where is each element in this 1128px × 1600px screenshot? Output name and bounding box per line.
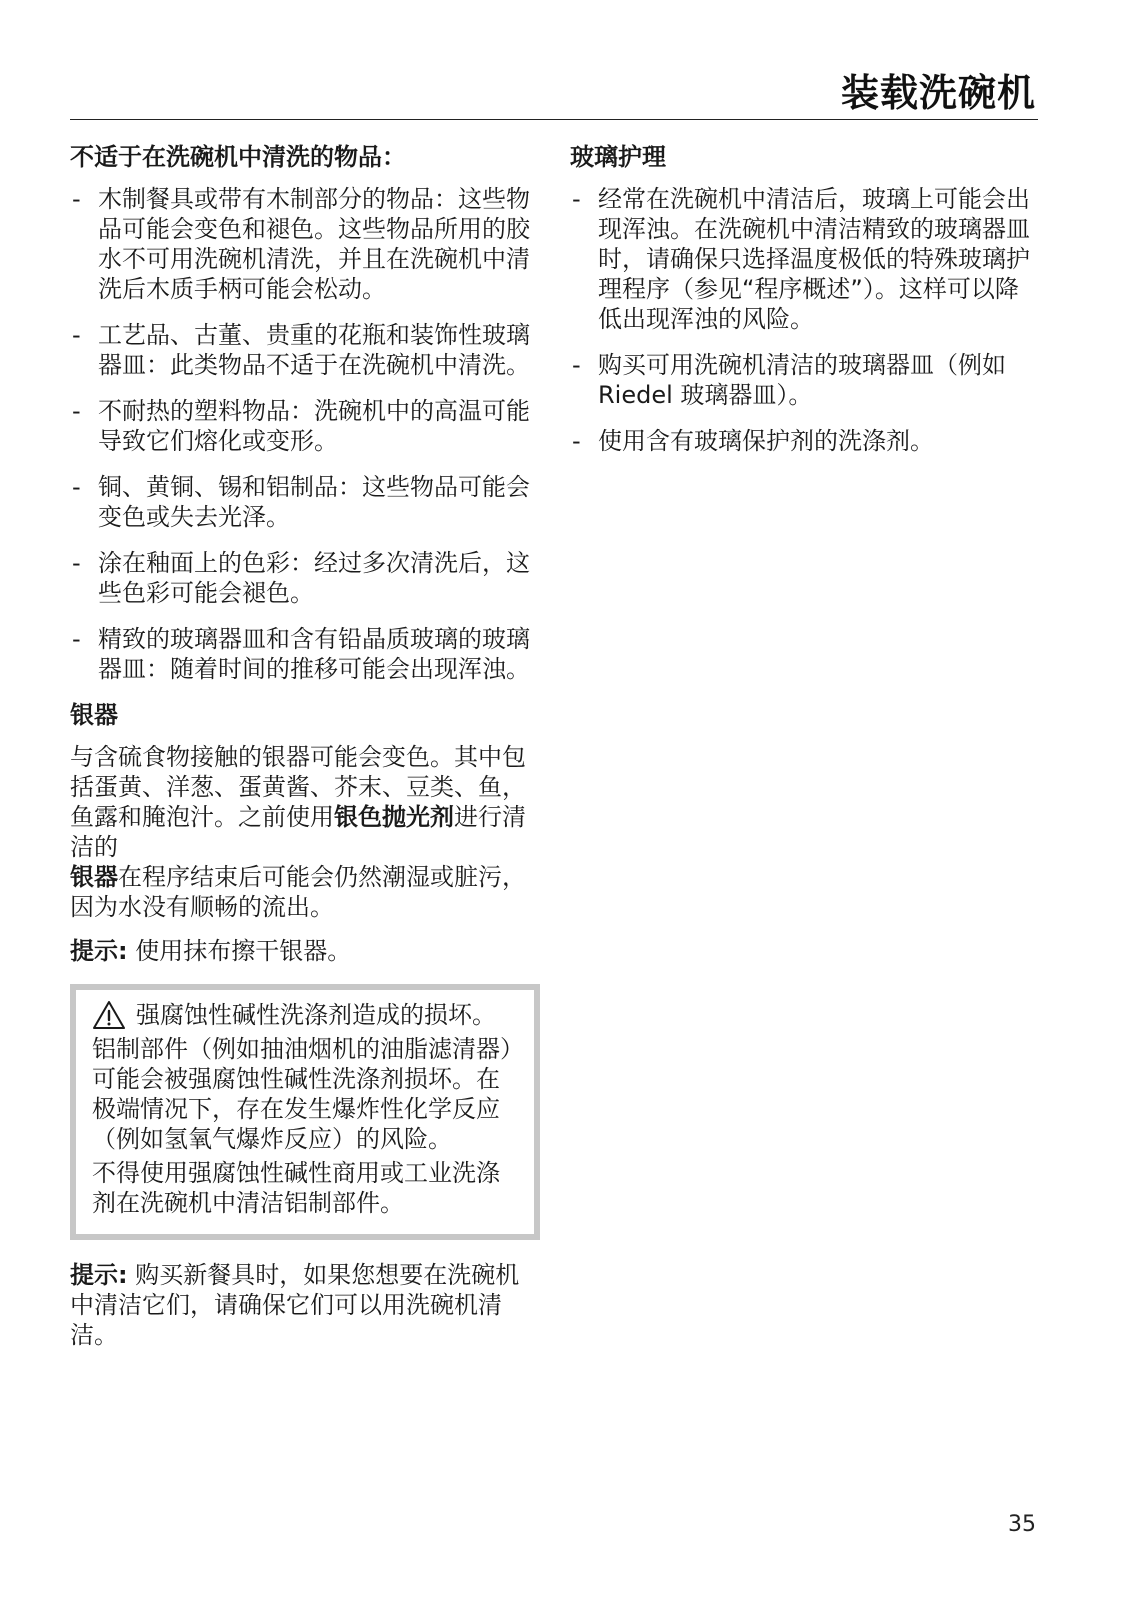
silverware-heading: 银器	[70, 701, 118, 729]
warning-triangle-icon	[92, 1000, 126, 1030]
silverware-paragraph: 与含硫食物接触的银器可能会变色。其中包括蛋黄、洋葱、蛋黄酱、芥末、豆类、鱼，鱼露和腌泡汁。之前使用银色抛光剂进行清洁的	[70, 743, 526, 861]
silverware-tip: 提示: 使用抹布擦干银器。	[70, 937, 352, 965]
list-item: - 使用含有玻璃保护剂的洗涤剂。	[572, 427, 934, 455]
glass-care-heading: 玻璃护理	[570, 143, 666, 171]
warning-instruction: 不得使用强腐蚀性碱性商用或工业洗涤剂在洗碗机中清洁铝制部件。	[92, 1159, 500, 1217]
glass-care-list	[570, 184, 1040, 456]
silverware-paragraph-cont: 银器在程序结束后可能会仍然潮湿或脏污，因为水没有顺畅的流出。	[70, 863, 526, 921]
warning-title: 强腐蚀性碱性洗涤剂造成的损坏。	[92, 1000, 520, 1030]
list-item: - 不耐热的塑料物品：洗碗机中的高温可能导致它们熔化或变形。	[72, 397, 530, 455]
list-item: - 木制餐具或带有木制部分的物品：这些物品可能会变色和褪色。这些物品所用的胶水不可用洗碗机清洗，并且在洗碗机中清洗后木质手柄可能会松动。	[72, 185, 530, 303]
list-item: - 铜、黄铜、锡和铝制品：这些物品可能会变色或失去光泽。	[72, 473, 530, 531]
purchase-tip: 提示: 购买新餐具时，如果您想要在洗碗机中清洁它们，请确保它们可以用洗碗机清洁。	[70, 1261, 520, 1349]
list-item: - 经常在洗碗机中清洁后，玻璃上可能会出现浑浊。在洗碗机中清洁精致的玻璃器皿时，请确保只选择温度极低的特殊玻璃护理程序（参见“程序概述”）。这样可以降低出现浑浊的风险。	[572, 185, 1030, 333]
list-item: - 精致的玻璃器皿和含有铅晶质玻璃的玻璃器皿：随着时间的推移可能会出现浑浊。	[72, 625, 530, 683]
unsuitable-items-heading: 不适于在洗碗机中清洗的物品：	[70, 143, 406, 171]
list-item: - 涂在釉面上的色彩：经过多次清洗后，这些色彩可能会褪色。	[72, 549, 530, 607]
warning-text: 铝制部件（例如抽油烟机的油脂滤清器）可能会被强腐蚀性碱性洗涤剂损坏。在极端情况下，存在发生爆炸性化学反应（例如氢氧气爆炸反应）的风险。	[92, 1035, 512, 1153]
warning-box	[70, 984, 540, 1240]
list-item: - 工艺品、古董、贵重的花瓶和装饰性玻璃器皿：此类物品不适于在洗碗机中清洗。	[72, 321, 530, 379]
header-divider	[70, 119, 1038, 120]
list-item: - 购买可用洗碗机清洁的玻璃器皿（例如 Riedel 玻璃器皿）。	[572, 351, 1006, 409]
page-header-title: 装载洗碗机	[840, 71, 1036, 115]
unsuitable-items-list	[70, 184, 530, 684]
left-column	[70, 142, 530, 1364]
page-number: 35	[1008, 1512, 1036, 1537]
right-column	[570, 142, 1040, 472]
